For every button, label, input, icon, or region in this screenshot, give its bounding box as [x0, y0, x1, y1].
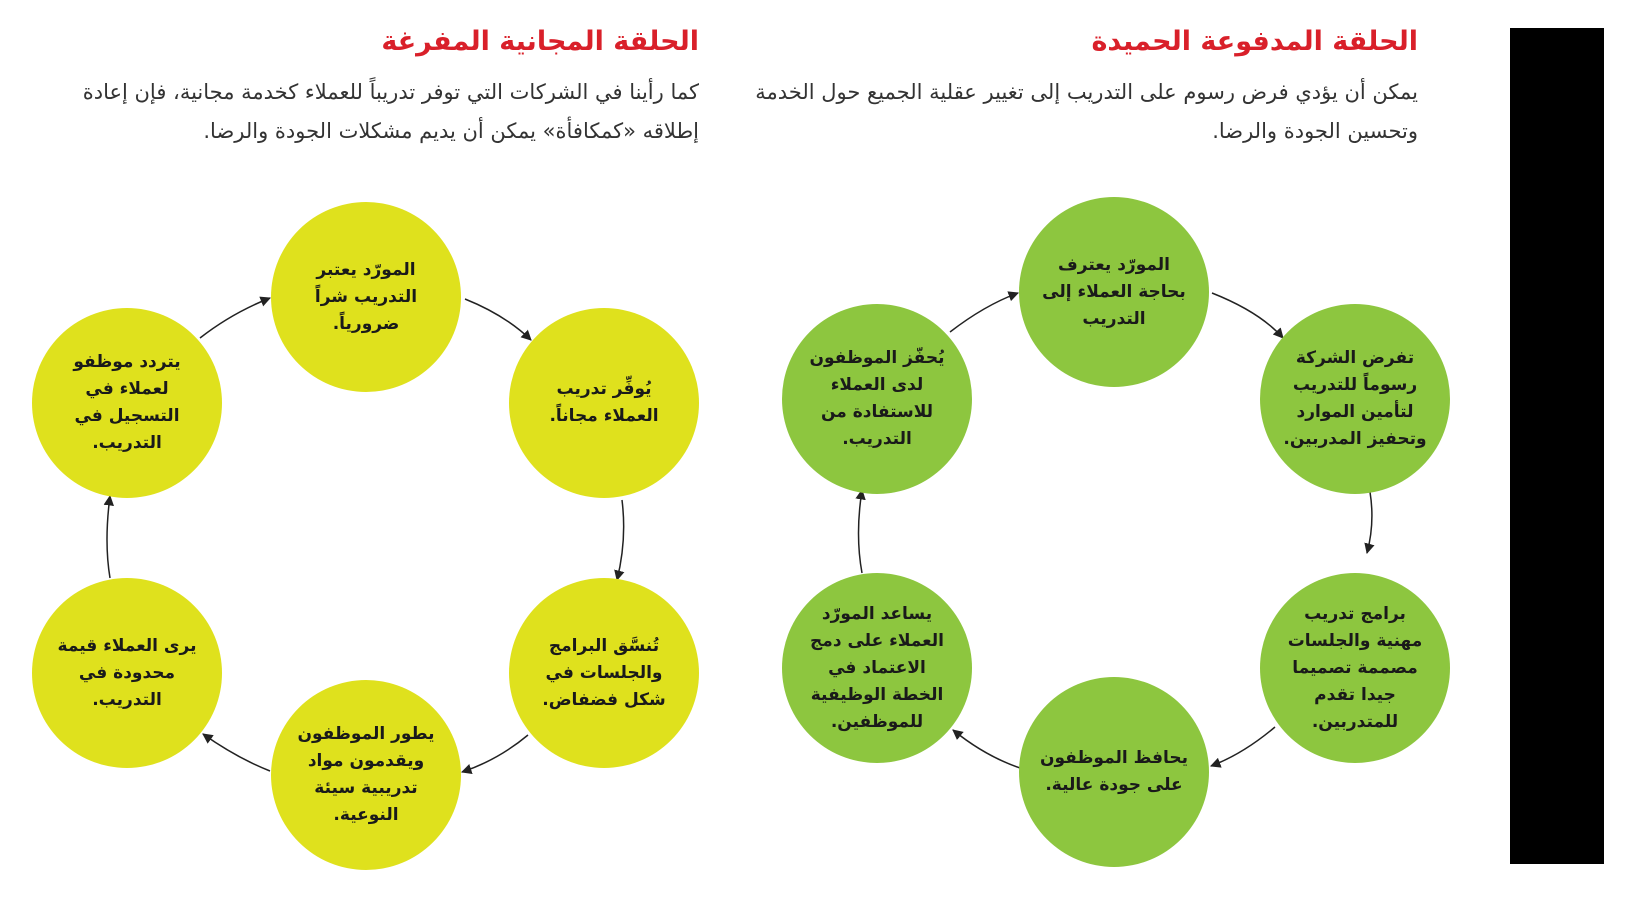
- node-label: المورّد يعترف بحاجة العملاء إلى التدريب: [1042, 254, 1186, 329]
- node-label: يطور الموظفون ويقدمون مواد تدريبية سيئة النوعية.: [297, 724, 435, 825]
- node-label: برامج تدريب مهنية والجلسات مصممة تصميما جيدا تقدم للمتدربين.: [1287, 603, 1423, 732]
- node-label: يحافظ الموظفون على جودة عالية.: [1040, 748, 1188, 795]
- virtuous-description-line: وتحسين الجودة والرضا.: [1212, 119, 1418, 143]
- virtuous-node-5: [782, 573, 972, 763]
- virtuous-node-1: [1019, 197, 1209, 387]
- vicious-arrow: [200, 298, 270, 338]
- vicious-description-line: كما رأينا في الشركات التي توفر تدريباً للعملاء كخدمة مجانية، فإن إعادة: [82, 80, 699, 104]
- virtuous-arrow: [950, 293, 1018, 332]
- vicious-node-2: [509, 308, 699, 498]
- virtuous-arrow: [1212, 293, 1283, 338]
- virtuous-title: الحلقة المدفوعة الحميدة: [1091, 26, 1418, 57]
- vicious-node-1: [271, 202, 461, 392]
- node-label: يرى العملاء قيمة محدودة في التدريب.: [57, 635, 197, 710]
- vicious-node-4: [271, 680, 461, 870]
- vicious-node-3: [509, 578, 699, 768]
- node-label: يتردد موظفو لعملاء في التسجيل في التدريب.: [73, 352, 181, 453]
- node-label: تُنسَّق البرامج والجلسات في شكل فضفاض.: [542, 635, 666, 710]
- node-label: تفرض الشركة رسوماً للتدريب لتأمين الموارد وتحفيز المدربين.: [1283, 348, 1427, 449]
- node-label: المورّد يعتبر التدريب شراً ضرورياً.: [314, 259, 418, 334]
- virtuous-node-6: [782, 304, 972, 494]
- virtuous-node-3: [1260, 573, 1450, 763]
- vicious-arrow: [617, 500, 624, 580]
- vicious-arrow: [462, 735, 528, 772]
- virtuous-node-4: [1019, 677, 1209, 867]
- virtuous-arrow: [1367, 492, 1372, 553]
- virtuous-arrow: [1211, 727, 1275, 766]
- virtuous-arrow: [953, 730, 1020, 768]
- vicious-description-line: إطلاقه «كمكافأة» يمكن أن يديم مشكلات الجودة والرضا.: [203, 119, 699, 143]
- virtuous-node-2: [1260, 304, 1450, 494]
- vicious-arrow: [203, 734, 270, 771]
- vicious-arrow: [465, 299, 531, 340]
- vicious-node-5: [32, 578, 222, 768]
- virtuous-arrow: [859, 490, 863, 573]
- node-label: يُحفّز الموظفون لدى العملاء للاستفادة من التدريب.: [809, 348, 945, 449]
- vicious-arrow: [107, 496, 110, 578]
- virtuous-description-line: يمكن أن يؤدي فرض رسوم على التدريب إلى تغيير عقلية الجميع حول الخدمة: [755, 80, 1418, 104]
- vicious-node-6: [32, 308, 222, 498]
- vicious-title: الحلقة المجانية المفرغة: [381, 26, 699, 57]
- node-label: يساعد المورّد العملاء على دمج الاعتماد في الخطة الوظيفية للموظفين.: [810, 603, 944, 732]
- node-label: يُوفِّر تدريب العملاء مجاناً.: [549, 379, 659, 426]
